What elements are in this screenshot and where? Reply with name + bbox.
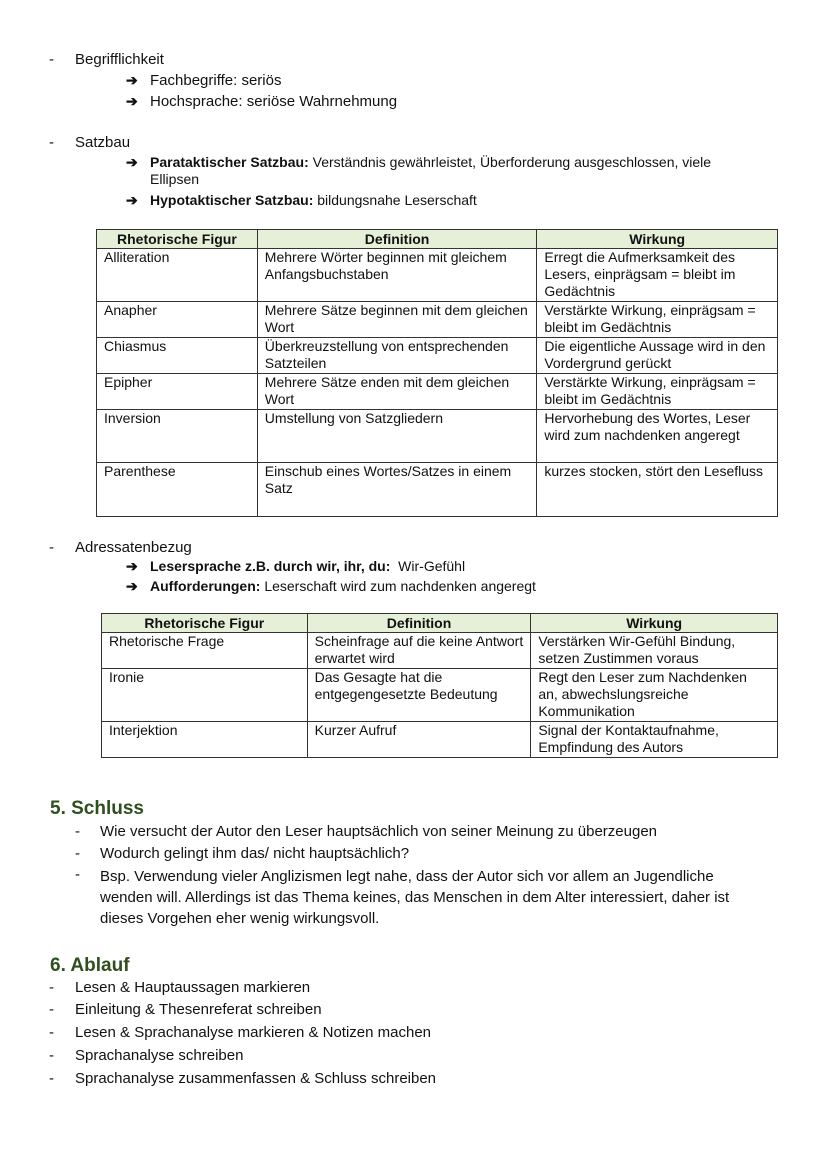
column-header: Definition	[257, 230, 537, 249]
section-begrifflichkeit: Begrifflichkeit	[75, 51, 164, 68]
arrow-right-icon: ➔	[126, 72, 138, 88]
column-header: Wirkung	[531, 614, 778, 633]
table-cell: Hervorhebung des Wortes, Leser wird zum nachdenken angeregt	[537, 410, 778, 463]
list-item: Hochsprache: seriöse Wahrnehmung	[150, 93, 398, 110]
term-text: Leserschaft wird zum nachdenken angeregt	[260, 578, 536, 594]
table-cell: Signal der Kontaktaufnahme, Empfindung des Autors	[531, 722, 778, 758]
section-satzbau: Satzbau	[75, 134, 131, 151]
table-cell: Interjektion	[102, 722, 308, 758]
list-item	[150, 578, 790, 595]
arrow-right-icon: ➔	[126, 154, 138, 170]
table-cell: Parenthese	[97, 463, 258, 517]
table-cell: kurzes stocken, stört den Lesefluss	[537, 463, 778, 517]
section-adressatenbezug: Adressatenbezug	[75, 539, 192, 556]
table-cell: Das Gesagte hat die entgegengesetzte Bedeutung	[307, 669, 531, 722]
table-cell: Epipher	[97, 374, 258, 410]
list-item: Lesen & Hauptaussagen markieren	[75, 979, 311, 996]
rhetoric-table-2	[101, 613, 778, 758]
list-item: Wodurch gelingt ihm das/ nicht hauptsächlich?	[100, 845, 410, 862]
table-row	[97, 410, 778, 463]
table-row	[102, 669, 778, 722]
list-item: Sprachanalyse zusammenfassen & Schluss schreiben	[75, 1070, 437, 1087]
list-dash: -	[49, 1001, 54, 1018]
column-header: Rhetorische Figur	[97, 230, 258, 249]
arrow-right-icon: ➔	[126, 93, 138, 109]
list-dash: -	[49, 134, 54, 151]
table-cell: Mehrere Sätze enden mit dem gleichen Wort	[257, 374, 537, 410]
heading-ablauf: 6. Ablauf	[50, 955, 130, 976]
list-dash: -	[49, 539, 54, 556]
heading-schluss: 5. Schluss	[50, 798, 144, 819]
list-dash: -	[75, 823, 80, 840]
list-item	[150, 192, 790, 209]
column-header: Wirkung	[537, 230, 778, 249]
list-item	[150, 154, 790, 188]
list-dash: -	[49, 1047, 54, 1064]
table-row	[102, 633, 778, 669]
list-dash: -	[49, 51, 54, 68]
term-parataktisch: Parataktischer Satzbau:	[150, 154, 309, 170]
table-cell: Alliteration	[97, 249, 258, 302]
rhetoric-table-1	[96, 229, 778, 517]
term-aufforderungen: Aufforderungen:	[150, 578, 261, 594]
list-item: Lesen & Sprachanalyse markieren & Notizen machen	[75, 1024, 432, 1041]
table-cell: Regt den Leser zum Nachdenken an, abwechslungsreiche Kommunikation	[531, 669, 778, 722]
list-dash: -	[75, 866, 80, 883]
list-item: Sprachanalyse schreiben	[75, 1047, 244, 1064]
arrow-right-icon: ➔	[126, 558, 138, 574]
term-text: bildungsnahe Leserschaft	[313, 192, 477, 208]
table-cell: Mehrere Wörter beginnen mit gleichem Anfangsbuchstaben	[257, 249, 537, 302]
table-row	[97, 249, 778, 302]
table-row	[97, 302, 778, 338]
arrow-right-icon: ➔	[126, 192, 138, 208]
table-cell: Umstellung von Satzgliedern	[257, 410, 537, 463]
list-item: Fachbegriffe: seriös	[150, 72, 282, 89]
table-row	[97, 338, 778, 374]
table-cell: Kurzer Aufruf	[307, 722, 531, 758]
table-cell: Die eigentliche Aussage wird in den Vordergrund gerückt	[537, 338, 778, 374]
list-item: Bsp. Verwendung vieler Anglizismen legt nahe, dass der Autor sich vor allem an Jugendliche wenden will. Allerdings ist das Thema keines, das Menschen in dem Alter interessiert, daher ist dieses Vorgehen eher wenig wirkungsvoll.	[100, 868, 730, 927]
term-hypotaktisch: Hypotaktischer Satzbau:	[150, 192, 314, 208]
table-row	[97, 374, 778, 410]
table-cell: Chiasmus	[97, 338, 258, 374]
table-cell: Inversion	[97, 410, 258, 463]
table-cell: Ironie	[102, 669, 308, 722]
table-cell: Scheinfrage auf die keine Antwort erwartet wird	[307, 633, 531, 669]
list-dash: -	[49, 979, 54, 996]
table-cell: Erregt die Aufmerksamkeit des Lesers, einprägsam = bleibt im Gedächtnis	[537, 249, 778, 302]
table-cell: Verstärkte Wirkung, einprägsam = bleibt im Gedächtnis	[537, 374, 778, 410]
table-cell: Einschub eines Wortes/Satzes in einem Satz	[257, 463, 537, 517]
table-cell: Anapher	[97, 302, 258, 338]
table-row	[102, 722, 778, 758]
list-item: Einleitung & Thesenreferat schreiben	[75, 1001, 322, 1018]
arrow-right-icon: ➔	[126, 578, 138, 594]
list-dash: -	[49, 1024, 54, 1041]
column-header: Definition	[307, 614, 531, 633]
column-header: Rhetorische Figur	[102, 614, 308, 633]
table-cell: Verstärkte Wirkung, einprägsam = bleibt im Gedächtnis	[537, 302, 778, 338]
term-lesersprache: Lesersprache z.B. durch wir, ihr, du:	[150, 558, 391, 574]
table-cell: Mehrere Sätze beginnen mit dem gleichen Wort	[257, 302, 537, 338]
table-cell: Rhetorische Frage	[102, 633, 308, 669]
list-dash: -	[75, 845, 80, 862]
table-cell: Verstärken Wir-Gefühl Bindung, setzen Zustimmen voraus	[531, 633, 778, 669]
list-dash: -	[49, 1070, 54, 1087]
list-item	[150, 558, 790, 575]
table-row	[97, 463, 778, 517]
term-text: Wir-Gefühl	[390, 558, 466, 574]
table-cell: Überkreuzstellung von entsprechenden Satzteilen	[257, 338, 537, 374]
term-text-continued: Ellipsen	[150, 171, 200, 187]
list-item: Wie versucht der Autor den Leser hauptsächlich von seiner Meinung zu überzeugen	[100, 823, 657, 840]
term-text: Verständnis gewährleistet, Überforderung ausgeschlossen, viele	[308, 154, 712, 170]
